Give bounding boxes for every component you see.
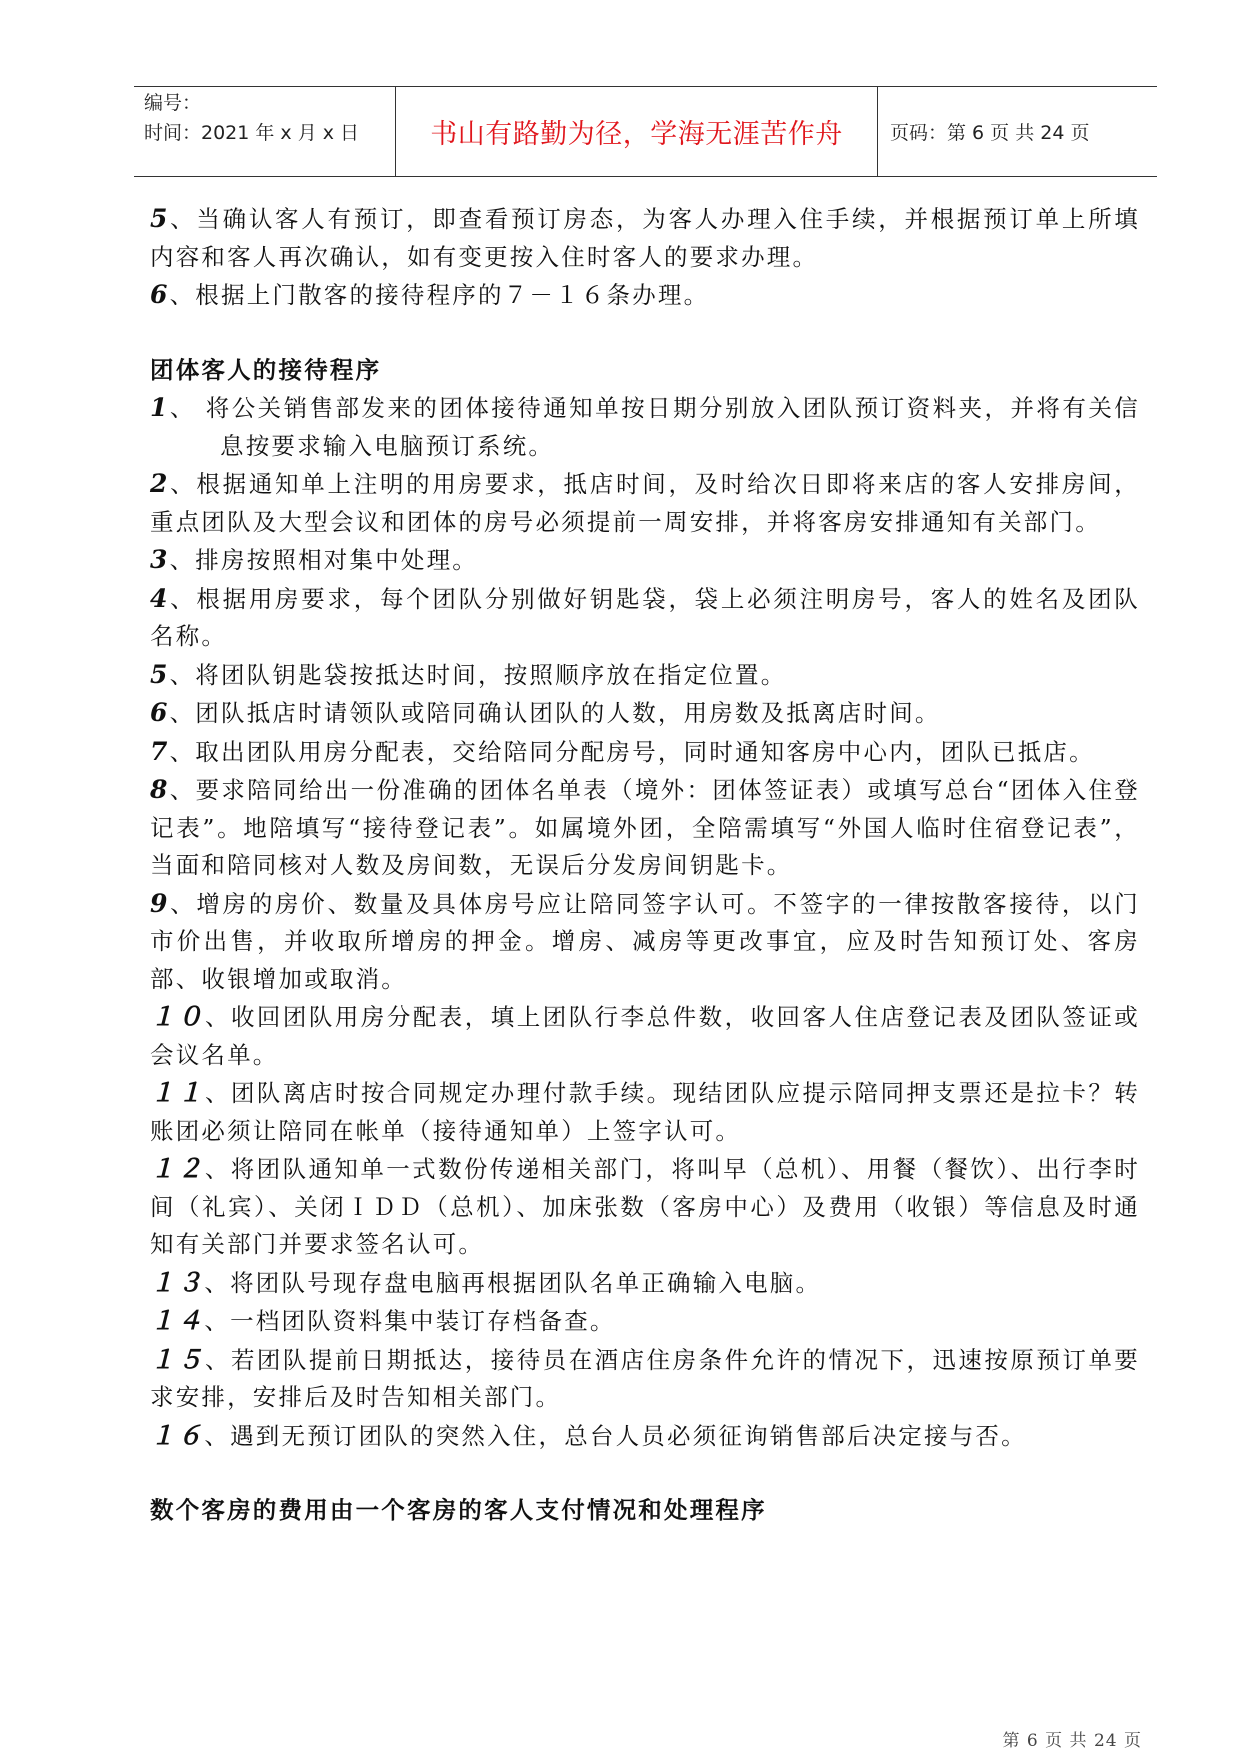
item-number: 4	[150, 583, 170, 613]
list-item	[150, 733, 1140, 772]
group-reception-steps	[150, 389, 1140, 1455]
item-text: 、将团队号现存盘电脑再根据团队名单正确输入电脑。	[204, 1268, 822, 1297]
intro-paragraphs	[150, 200, 1140, 315]
header-page-info: 页码：第 6 页 共 24 页	[890, 121, 1090, 144]
item-text: 、增房的房价、数量及具体房号应让陪同签字认可。不签字的一律按散客接待，以门市价出售，并收取所增房的押金。增房、减房等更改事宜，应及时告知预订处、客房部、收银增加或取消。	[150, 889, 1140, 993]
list-item	[150, 276, 1140, 315]
item-number: １５	[150, 1344, 205, 1374]
document-body	[150, 200, 1140, 1530]
item-text: 、一档团队资料集中装订存档备查。	[204, 1307, 616, 1335]
item-number: １４	[150, 1306, 205, 1335]
list-item	[150, 1302, 1140, 1341]
item-text: 、收回团队用房分配表，填上团队行李总件数，收回客人住店登记表及团队签证或会议名单。	[150, 1003, 1140, 1069]
item-number: 5	[150, 204, 170, 233]
item-text: 、若团队提前日期抵达，接待员在酒店住房条件允许的情况下，迅速按原预订单要求安排，安排后及时告知相关部门。	[150, 1345, 1140, 1411]
section-gap	[150, 315, 1140, 352]
section-title-shared-billing: 数个客房的费用由一个客房的客人支付情况和处理程序	[150, 1496, 767, 1524]
item-text: 、要求陪同给出一份准确的团体名单表（境外：团体签证表）或填写总台“团体入住登记表”。地陪填写“接待登记表”。如属境外团，全陪需填写“外国人临时住宿登记表”，当面和陪同核对人数及房间数，无误后分发房间钥匙卡。	[150, 776, 1140, 879]
list-item	[150, 1417, 1140, 1456]
list-item	[150, 771, 1140, 885]
list-item	[150, 656, 1140, 695]
list-item	[150, 389, 1140, 465]
section-title-group-reception: 团体客人的接待程序	[150, 355, 382, 384]
item-text: 、根据通知单上注明的用房要求，抵店时间，及时给次日即将来店的客人安排房间，重点团队及大型会议和团体的房号必须提前一周安排，并将客房安排通知有关部门。	[150, 470, 1140, 536]
list-item	[150, 541, 1140, 580]
item-number: 6	[150, 698, 170, 727]
list-item	[150, 694, 1140, 733]
item-text: 、团队离店时按合同规定办理付款手续。现结团队应提示陪同押支票还是拉卡？转账团必须让陪同在帐单（接待通知单）上签字认可。	[150, 1079, 1140, 1145]
list-item	[150, 885, 1140, 999]
list-item	[150, 580, 1140, 656]
item-text: 、取出团队用房分配表，交给陪同分配房号，同时通知客房中心内，团队已抵店。	[169, 737, 1095, 766]
header-time-label: 时间：2021 年 x 月 x 日	[144, 122, 360, 144]
item-text: 、将团队通知单一式数份传递相关部门，将叫早（总机）、用餐（餐饮）、出行李时间（礼宾）、关闭ＩＤＤ（总机）、加床张数（客房中心）及费用（收银）等信息及时通知有关部门并要求签名认可。	[150, 1155, 1140, 1258]
item-number: 1	[150, 393, 170, 422]
item-text: 、遇到无预订团队的突然入住，总台人员必须征询销售部后决定接与否。	[204, 1421, 1027, 1450]
header-motto: 书山有路勤为径，学海无涯苦作舟	[430, 118, 843, 150]
item-text: 、根据上门散客的接待程序的７－１６条办理。	[169, 281, 710, 309]
item-text: 、当确认客人有预订，即查看预订房态，为客人办理入住手续，并根据预订单上所填内容和客人再次确认，如有变更按入住时客人的要求办理。	[150, 205, 1140, 271]
page-footer: 第 6 页 共 24 页	[1002, 1731, 1142, 1751]
item-number: １１	[150, 1078, 205, 1107]
header-info	[144, 88, 392, 148]
item-number: 5	[150, 659, 170, 689]
item-number: 9	[150, 888, 170, 918]
item-number: １３	[150, 1267, 205, 1297]
item-text: 、排房按照相对集中处理。	[169, 546, 479, 574]
list-item	[150, 1150, 1140, 1264]
item-number: 3	[150, 545, 170, 574]
section-gap	[150, 1455, 1140, 1492]
item-text: 、 将公关销售部发来的团体接待通知单按日期分别放入团队预订资料夹，并将有关信息按要求输入电脑预订系统。	[169, 394, 1140, 460]
header-bottom-rule	[134, 176, 1157, 177]
item-number: １０	[150, 1002, 205, 1031]
item-number: 7	[150, 736, 170, 766]
header-divider-right	[877, 86, 878, 177]
header-number-label: 编号：	[144, 92, 202, 114]
list-item	[150, 200, 1140, 276]
item-text: 、根据用房要求，每个团队分别做好钥匙袋，袋上必须注明房号，客人的姓名及团队名称。	[150, 584, 1140, 650]
list-item	[150, 1264, 1140, 1303]
list-item	[150, 1074, 1140, 1150]
list-item	[150, 1341, 1140, 1417]
list-item	[150, 998, 1140, 1074]
item-number: 6	[150, 280, 170, 309]
item-number: １６	[150, 1420, 205, 1450]
item-number: １２	[150, 1154, 205, 1183]
item-text: 、团队抵店时请领队或陪同确认团队的人数，用房数及抵离店时间。	[169, 699, 941, 727]
item-text: 、将团队钥匙袋按抵达时间，按照顺序放在指定位置。	[169, 660, 787, 689]
item-number: 8	[150, 775, 170, 804]
list-item	[150, 465, 1140, 541]
page-header	[134, 86, 1157, 178]
item-number: 2	[150, 469, 170, 498]
